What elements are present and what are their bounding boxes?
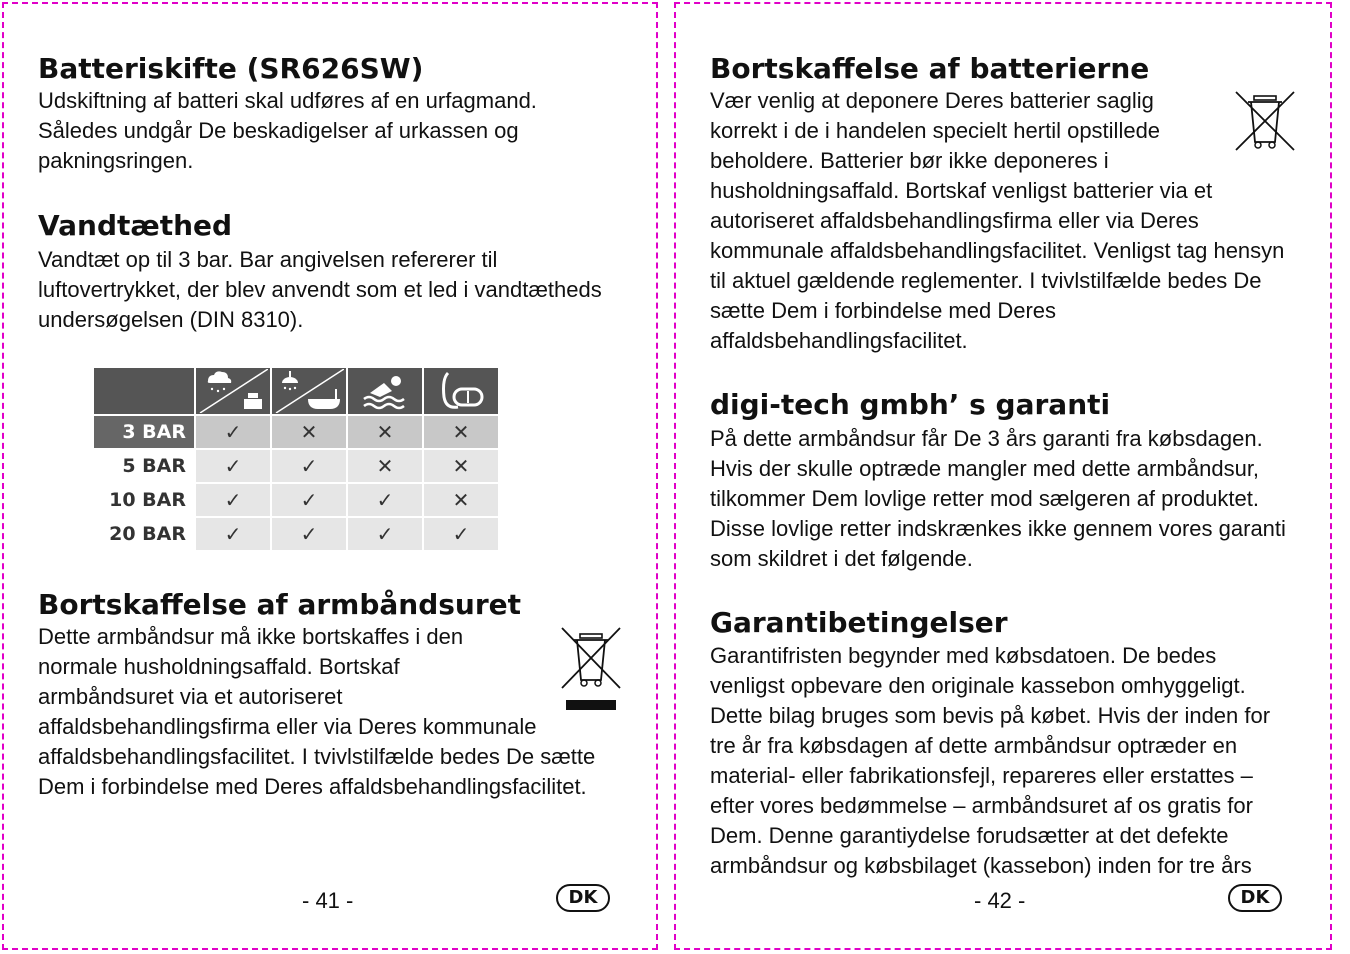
- table-row: 3 BAR ✓ ✕ ✕ ✕: [94, 416, 498, 448]
- snorkel-icon: [424, 368, 498, 414]
- table-row: 10 BAR ✓ ✓ ✓ ✕: [94, 484, 498, 516]
- battery-heading: Batteriskifte (SR626SW): [38, 52, 424, 85]
- swimming-icon: [348, 368, 422, 414]
- disposal-text: Dette armbåndsur må ikke bortskaffes i den normale husholdningsaffald. Bortskaf armbåndsuret via et autoriseret affaldsbehandlingsfirma eller via Deres kommunale affaldsbehandlingsfacilitet. I tvivlstilfælde bedes De sætte Dem i forbindelse med Deres affaldsbehandlingsfacilitet.: [38, 624, 596, 799]
- disposal-heading: Bortskaffelse af armbåndsuret: [38, 588, 522, 621]
- water-text: Vandtæt op til 3 bar. Bar angivelsen refererer til luftovertrykket, der blev anvendt som et led i vandtætheds undersøgelsen (DIN 8310).: [38, 247, 602, 332]
- crossed-bin-icon: [560, 626, 622, 717]
- batteries-heading: Bortskaffelse af batterierne: [710, 52, 1150, 85]
- language-badge: DK: [556, 884, 610, 912]
- crossed-bin-icon: [1234, 90, 1296, 159]
- page-right: [674, 2, 1332, 950]
- battery-text: Udskiftning af batteri skal udføres af en urfagmand. Således undgår De beskadigelser af urkassen og pakningsringen.: [38, 88, 537, 173]
- page-number: - 42 -: [974, 888, 1026, 913]
- conditions-text: Garantifristen begynder med købsdatoen. De bedes venligst opbevare den originale kassebon omhyggeligt. Dette bilag bruges som bevis på købet. Hvis der inden for tre år fra købsdagen af dette armbåndsur optræder en material- eller fabrikationsfejl, repareres eller erstattes – efter vores bedømmelse – armbåndsuret af os gratis for Dem. Denne garantiydelse forudsætter at det defekte armbåndsur og købsbilaget (kassebon) inden for tre års: [710, 643, 1271, 878]
- water-heading: Vandtæthed: [38, 209, 233, 242]
- table-row: 5 BAR ✓ ✓ ✕ ✕: [94, 450, 498, 482]
- warranty-text: På dette armbåndsur får De 3 års garanti fra købsdagen. Hvis der skulle optræde mangler med dette armbåndsur, tilkommer Dem lovlige retter mod sælgeren af produktet. Disse lovlige retter indskrænkes ikke gennem vores garanti som skildret i det følgende.: [710, 426, 1286, 571]
- table-row: 20 BAR ✓ ✓ ✓ ✓: [94, 518, 498, 550]
- table-corner: [94, 368, 194, 414]
- rain-splash-icon: [196, 368, 270, 414]
- table-header-row: [94, 368, 498, 414]
- page-number: - 41 -: [302, 888, 354, 913]
- shower-bath-icon: [272, 368, 346, 414]
- page-left: [2, 2, 658, 950]
- batteries-text: Vær venlig at deponere Deres batterier saglig korrekt i de i handelen specielt hertil opstillede beholdere. Batterier bør ikke deponeres i husholdningsaffald. Bortskaf venligst batterier via et autoriseret affaldsbehandlingsfirma eller via Deres kommunale affaldsbehandlingsfacilitet. Venligst tag hensyn til aktuel gældende reglementer. I tvivlstilfælde bedes De sætte Dem i forbindelse med Deres affaldsbehandlingsfacilitet.: [710, 88, 1285, 353]
- language-badge: DK: [1228, 884, 1282, 912]
- warranty-heading: digi-tech gmbh’ s garanti: [710, 388, 1111, 421]
- water-resistance-table: [92, 366, 500, 552]
- conditions-heading: Garantibetingelser: [710, 606, 1008, 639]
